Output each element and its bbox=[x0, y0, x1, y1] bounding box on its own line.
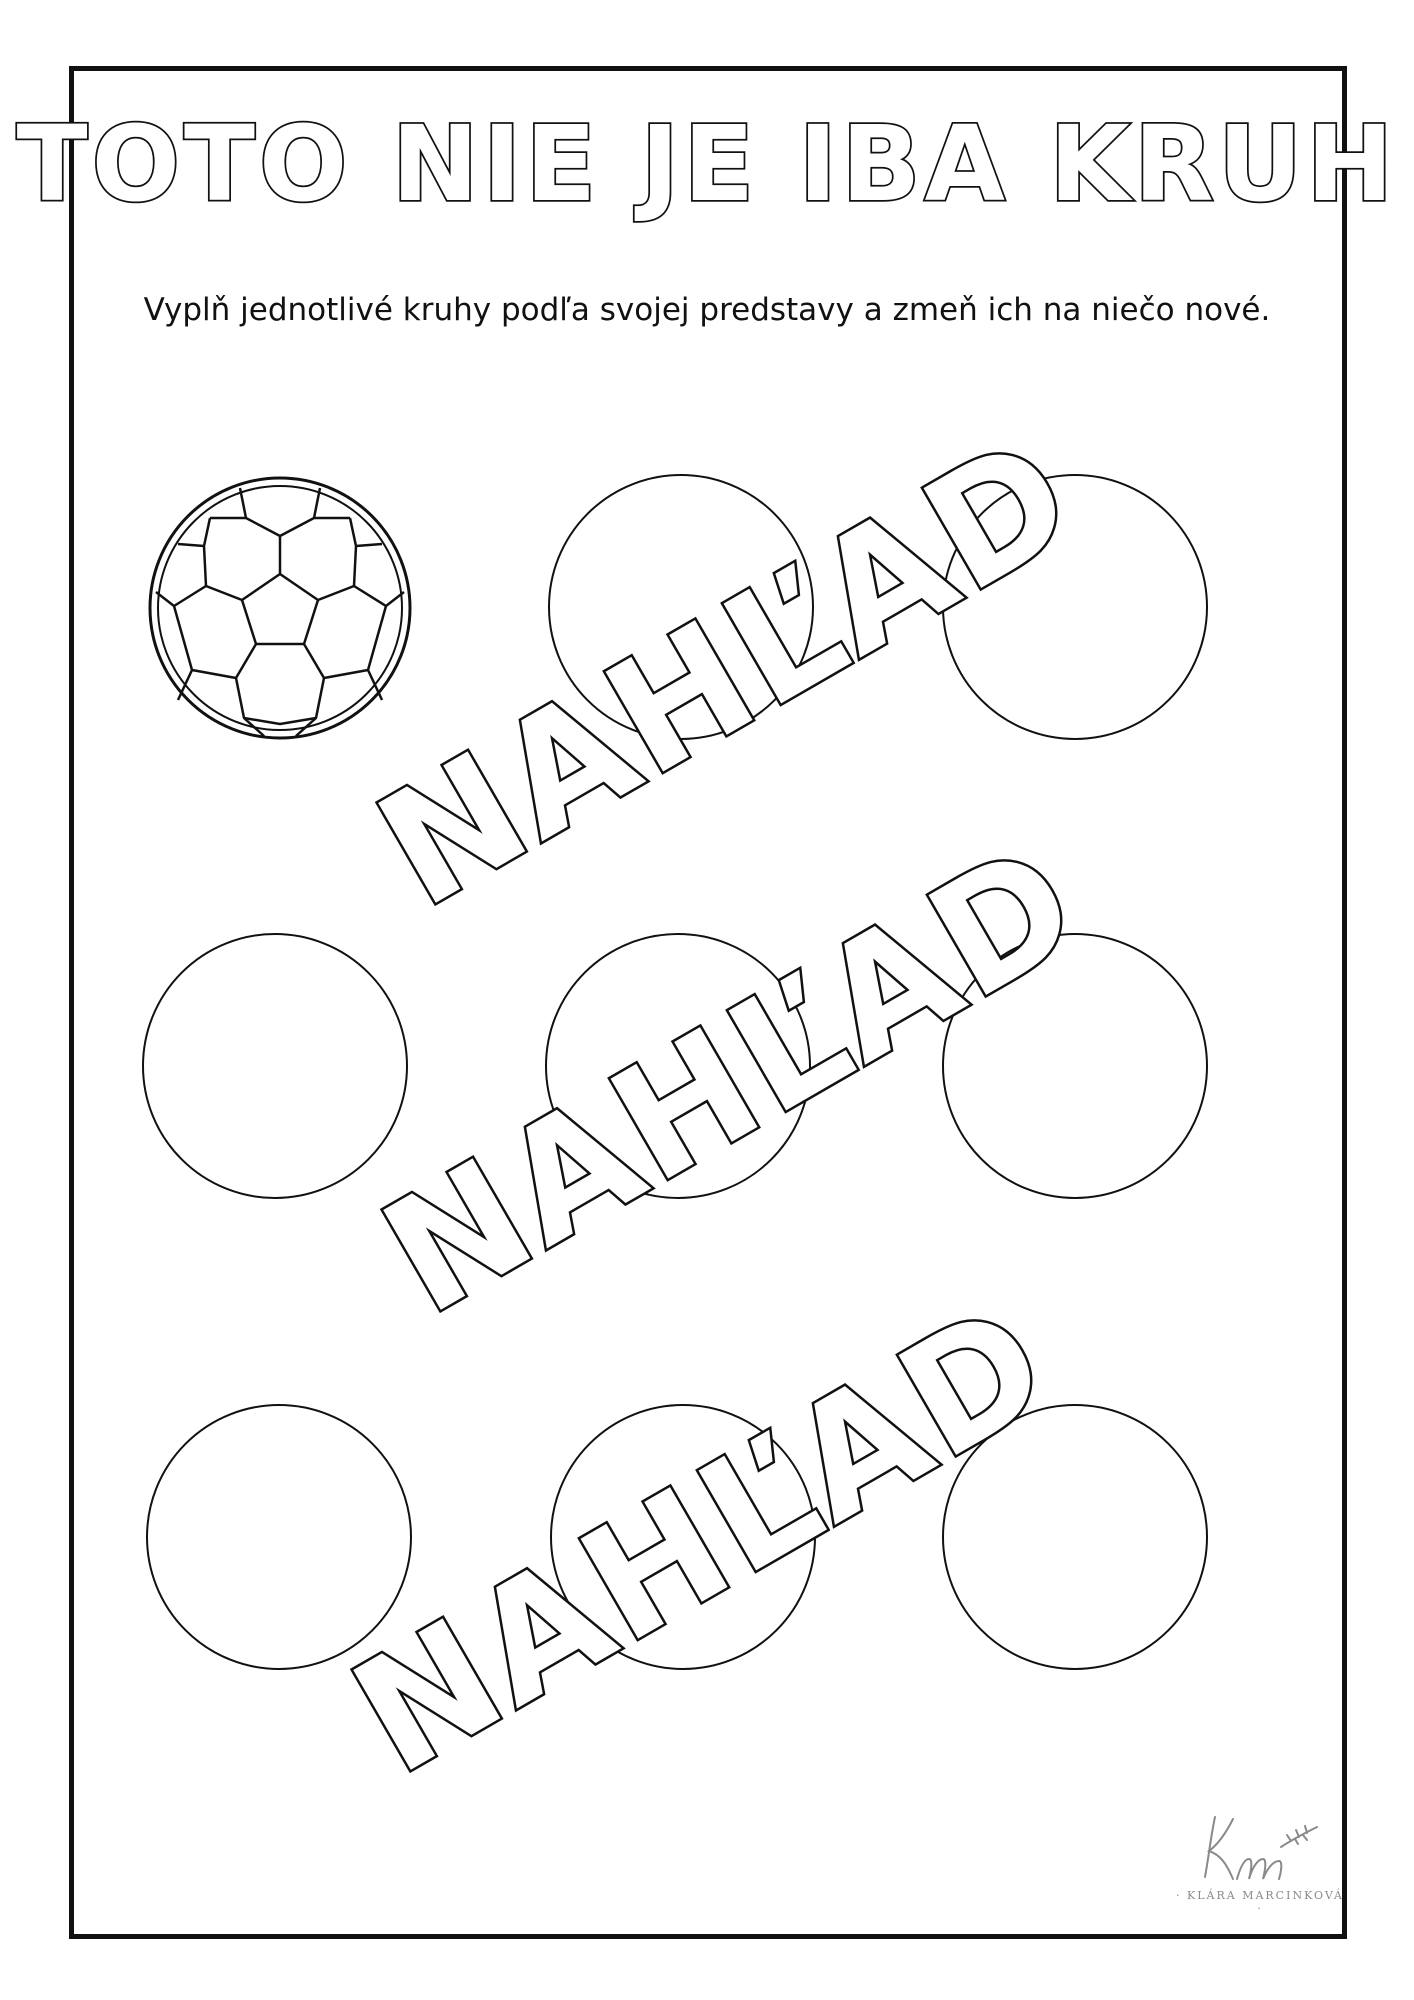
preview-watermark: NAHĽAD bbox=[355, 808, 1110, 1350]
author-logo bbox=[1175, 1795, 1345, 1915]
blank-circle bbox=[550, 1404, 816, 1670]
preview-watermark: NAHĽAD bbox=[350, 401, 1105, 943]
blank-circle bbox=[142, 933, 408, 1199]
blank-circle bbox=[942, 474, 1208, 740]
preview-watermark: NAHĽAD bbox=[325, 1268, 1080, 1810]
logo-name: · KLÁRA MARCINKOVÁ · bbox=[1176, 1889, 1344, 1915]
instruction-text: Vyplň jednotlivé kruhy podľa svojej predstavy a zmeň ich na niečo nové. bbox=[143, 292, 1271, 328]
blank-circle bbox=[146, 1404, 412, 1670]
blank-circle bbox=[545, 933, 811, 1199]
soccer-ball-icon bbox=[146, 474, 414, 742]
page-title: TOTO NIE JE IBA KRUH bbox=[16, 103, 1398, 225]
blank-circle bbox=[942, 1404, 1208, 1670]
blank-circle bbox=[548, 474, 814, 740]
blank-circle bbox=[942, 933, 1208, 1199]
